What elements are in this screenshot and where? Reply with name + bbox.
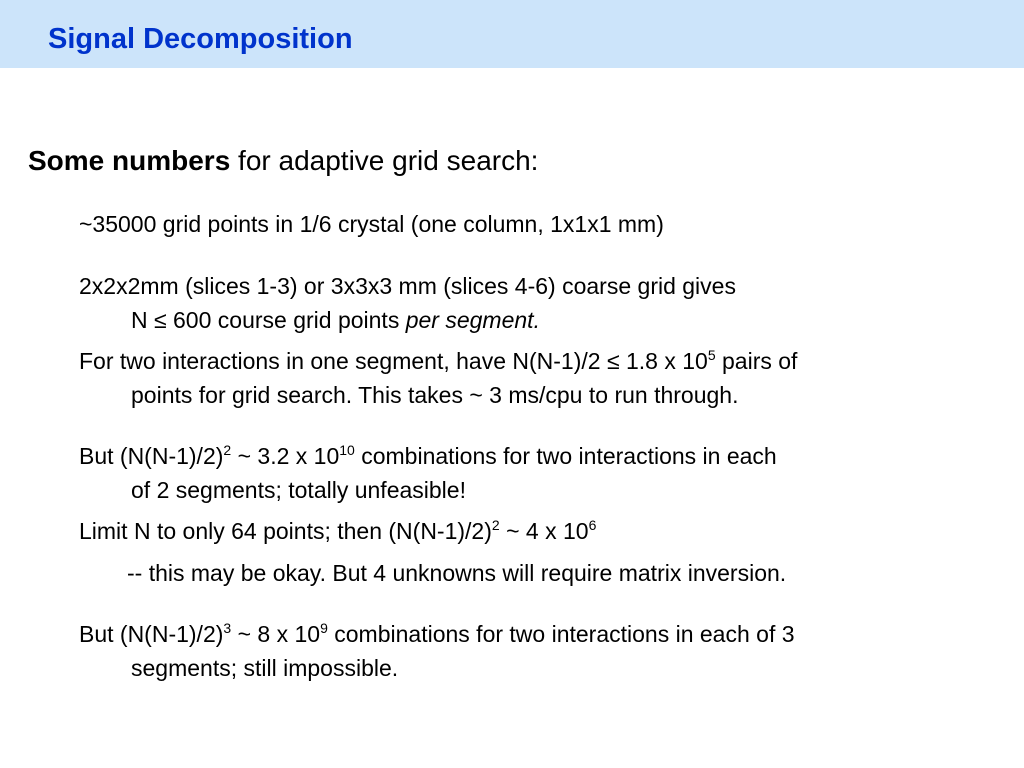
bullet-two-segments-line1: [79, 443, 777, 469]
per-segment-emphasis: per segment.: [405, 307, 540, 333]
bullet-two-interactions-line1: [79, 348, 797, 374]
bullet-three-segments-line1: [79, 621, 795, 647]
bullet-three-segments-line2: segments; still impossible.: [131, 655, 399, 681]
bullet-two-segments: [79, 439, 1009, 507]
limit-exponent-1: 2: [491, 517, 500, 533]
bullet-coarse-grid-line2: [79, 303, 1009, 337]
two-seg-exponent-2: 10: [339, 442, 355, 458]
three-seg-exponent-2: 9: [320, 620, 328, 636]
three-seg-text-a: But (N(N-1)/2): [79, 621, 224, 647]
two-seg-text-c: combinations for two interactions in each: [354, 443, 777, 469]
sub-bullet-matrix-inversion: -- this may be okay. But 4 unknowns will require matrix inversion.: [127, 560, 787, 586]
bullet-three-segments: [79, 617, 1009, 685]
two-seg-exponent-1: 2: [223, 442, 232, 458]
three-seg-text-b: ~ 8 x 10: [231, 621, 321, 647]
pairs-exponent: 5: [707, 347, 716, 363]
bullet-coarse-grid-line1: 2x2x2mm (slices 1-3) or 3x3x3 mm (slices 4-6) coarse grid gives: [79, 273, 736, 299]
section-heading: [28, 147, 538, 175]
bullet-two-segments-line2: of 2 segments; totally unfeasible!: [131, 477, 466, 503]
two-seg-text-a: But (N(N-1)/2): [79, 443, 224, 469]
bullet-grid-points-text: ~35000 grid points in 1/6 crystal (one column, 1x1x1 mm): [79, 211, 664, 237]
heading-bold: Some numbers: [28, 145, 231, 176]
bullet-two-interactions: [79, 344, 1009, 412]
bullet-coarse-grid: [79, 269, 1009, 337]
heading-rest: for adaptive grid search:: [230, 145, 539, 176]
title-bar: [0, 0, 1024, 68]
limit-text-b: ~ 4 x 10: [499, 518, 589, 544]
two-seg-text-b: ~ 3.2 x 10: [231, 443, 340, 469]
bullet-limit-n: [79, 514, 1009, 548]
slide-title: Signal Decomposition: [48, 23, 353, 55]
limit-text-a: Limit N to only 64 points; then (N(N-1)/2): [79, 518, 492, 544]
bullet-two-interactions-line2: points for grid search. This takes ~ 3 ms/cpu to run through.: [131, 382, 739, 408]
bullet-grid-points: [79, 207, 1009, 241]
three-seg-text-c: combinations for two interactions in each of 3: [327, 621, 795, 647]
pairs-text-b: pairs of: [715, 348, 798, 374]
limit-exponent-2: 6: [588, 517, 597, 533]
three-seg-exponent-1: 3: [223, 620, 232, 636]
pairs-text-a: For two interactions in one segment, have N(N-1)/2 ≤ 1.8 x 10: [79, 348, 708, 374]
coarse-grid-count-text: N ≤ 600 course grid points: [131, 307, 406, 333]
